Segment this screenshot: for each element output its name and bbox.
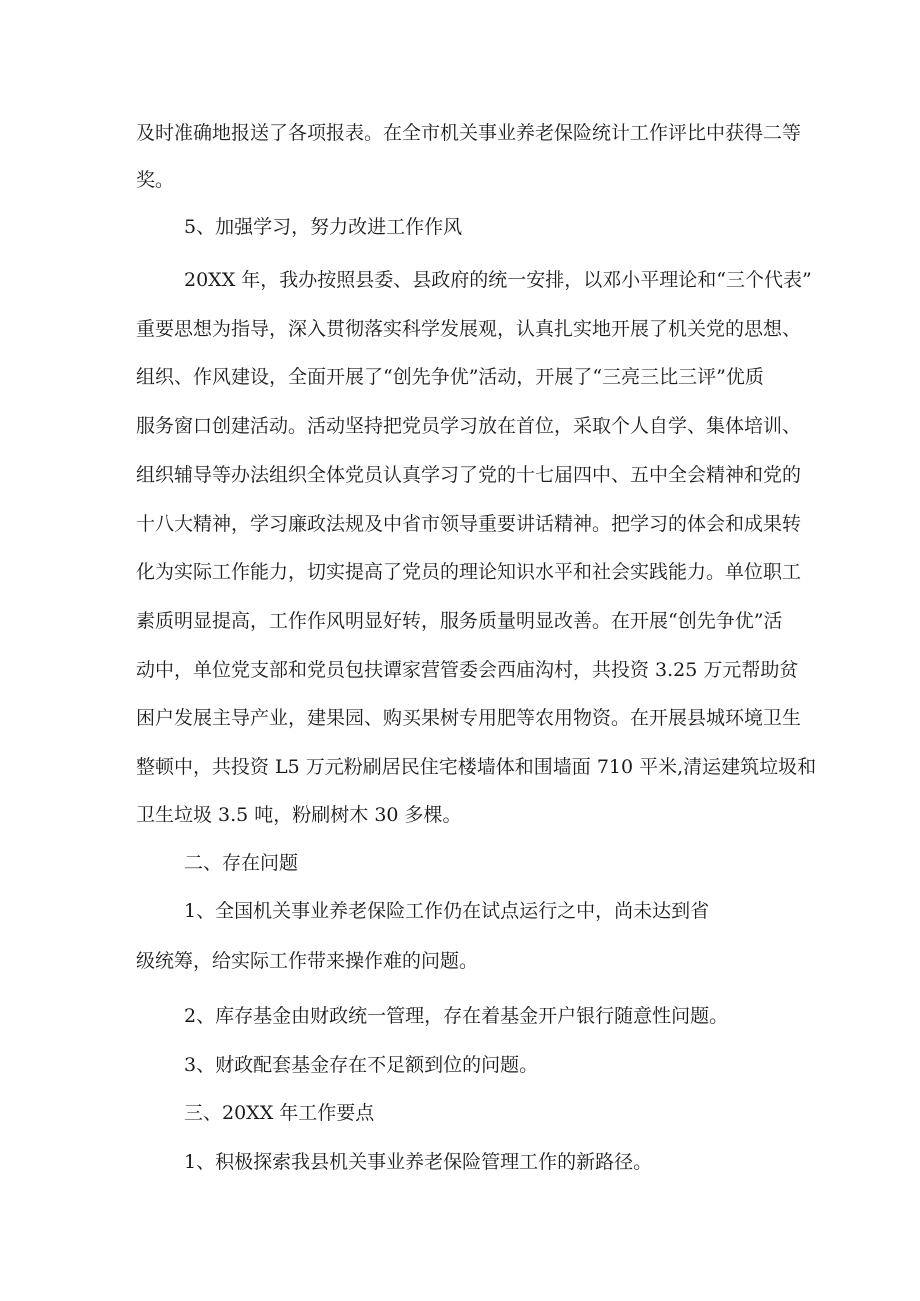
paragraph-line: 素质明显提高，工作作风明显好转，服务质量明显改善。在开展“创先争优”活 [136, 610, 783, 632]
section-heading: 二、存在问题 [184, 852, 299, 874]
paragraph-line: 组织辅导等办法组织全体党员认真学习了党的十七届四中、五中全会精神和党的 [136, 464, 802, 486]
section-heading: 三、20XX 年工作要点 [184, 1102, 375, 1124]
paragraph-line: 十八大精神，学习廉政法规及中省市领导重要讲话精神。把学习的体会和成果转 [136, 513, 802, 535]
paragraph-line: 组织、作风建设，全面开展了“创先争优”活动，开展了“三亮三比三评”优质 [136, 366, 764, 388]
paragraph-line: 及时准确地报送了各项报表。在全市机关事业养老保险统计工作评比中获得二等 [136, 122, 802, 144]
section-heading: 5、加强学习，努力改进工作作风 [184, 216, 463, 238]
paragraph-line: 困户发展主导产业，建果园、购买果树专用肥等农用物资。在开展县城环境卫生 [136, 707, 802, 729]
list-item: 3、财政配套基金存在不足额到位的问题。 [184, 1054, 539, 1076]
paragraph-line: 20XX 年，我办按照县委、县政府的统一安排，以邓小平理论和“三个代表” [184, 269, 812, 291]
paragraph-line: 卫生垃圾 3.5 吨，粉刷树木 30 多棵。 [136, 804, 462, 826]
paragraph-line: 化为实际工作能力，切实提高了党员的理论知识水平和社会实践能力。单位职工 [136, 561, 802, 583]
list-item: 1、积极探索我县机关事业养老保险管理工作的新路径。 [184, 1151, 653, 1173]
paragraph-line: 级统筹，给实际工作带来操作难的问题。 [136, 950, 479, 972]
paragraph-line: 奖。 [136, 169, 175, 191]
paragraph-line: 1、全国机关事业养老保险工作仍在试点运行之中，尚未达到省 [184, 900, 710, 922]
paragraph-line: 重要思想为指导，深入贯彻落实科学发展观，认真扎实地开展了机关党的思想、 [136, 318, 802, 340]
paragraph-line: 动中，单位党支部和党员包扶谭家营管委会西庙沟村，共投资 3.25 万元帮助贫 [136, 659, 799, 681]
paragraph-line: 服务窗口创建活动。活动坚持把党员学习放在首位，采取个人自学、集体培训、 [136, 415, 802, 437]
paragraph-line: 整顿中，共投资 L5 万元粉刷居民住宅楼墙体和围墙面 710 平米,清运建筑垃圾和 [136, 756, 817, 778]
list-item: 2、库存基金由财政统一管理，存在着基金开户银行随意性问题。 [184, 1005, 729, 1027]
